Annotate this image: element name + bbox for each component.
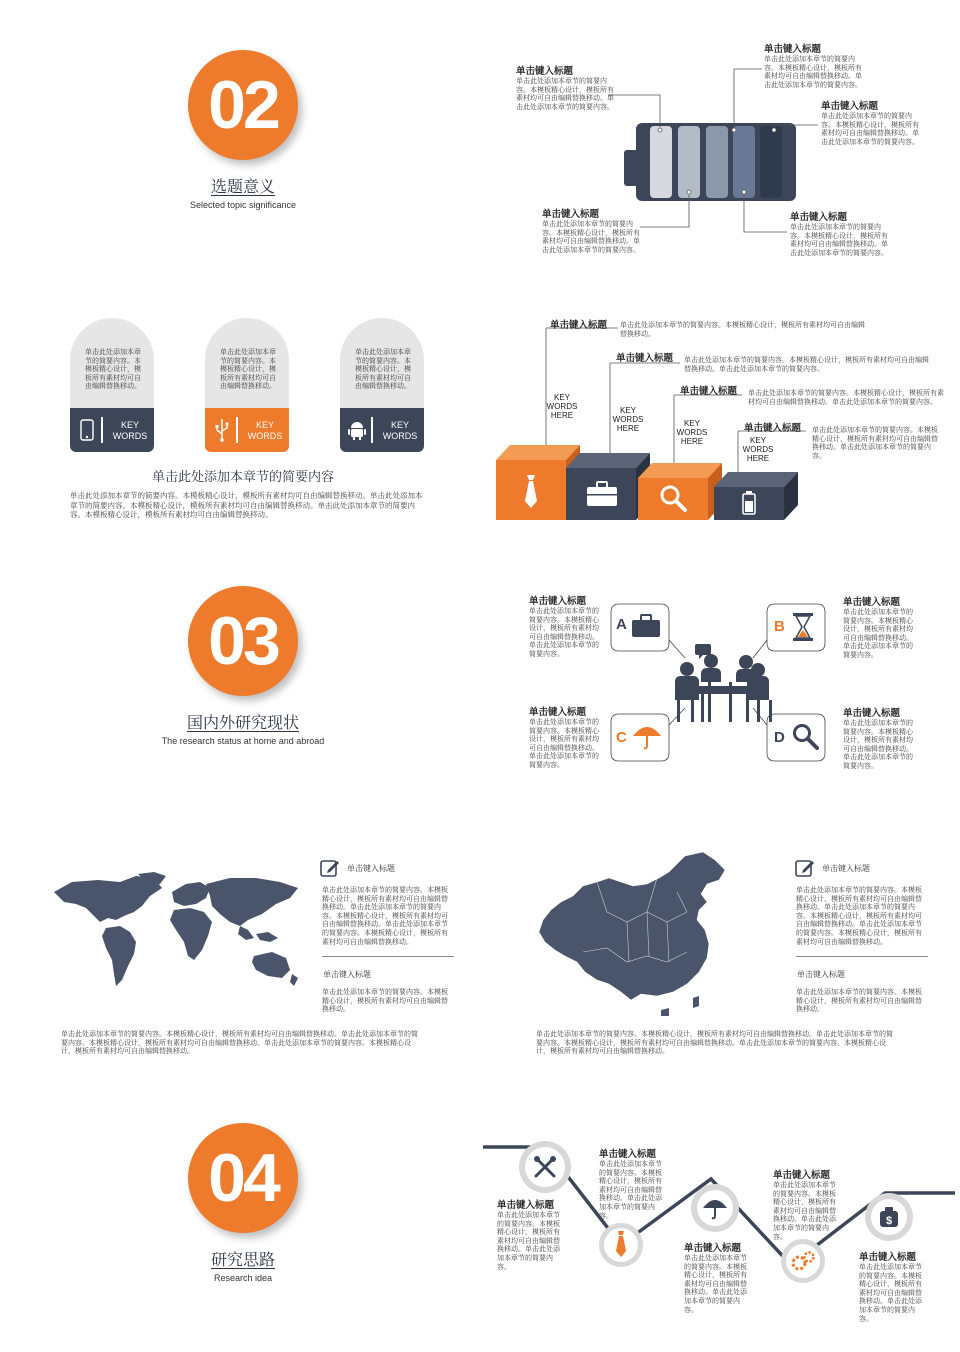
card-keyword: KEY WORDS — [247, 420, 283, 441]
section-subtitle: The research status at home and abroad — [161, 736, 325, 746]
keyword-card — [70, 318, 154, 452]
process-item — [599, 1146, 667, 1220]
slide-heading: 单击此处添加本章节的简要内容 — [151, 470, 334, 485]
section-number-badge: 03 — [188, 586, 298, 696]
callout-title: 单击键入标题 — [764, 44, 822, 55]
callout-2 — [764, 41, 864, 89]
briefcase-icon — [586, 481, 618, 507]
panel-body: 单击此处添加本章节的简要内容。本模板精心设计，模板所有素材均可自由编辑替换移动。 — [796, 988, 922, 1014]
slide-body: 单击此处添加本章节的简要内容。本模板精心设计，模板所有素材均可自由编辑替换移动。单击此处添加本章节的简要内容。本模板精心设计，模板所有素材均可自由编辑替换移动。单击此处添加本章节的简要内容。本模板精心设计，模板所有素材均可自由编辑替换移动。 — [70, 491, 423, 519]
process-slide — [483, 1135, 960, 1335]
callout-body: 单击此处添加本章节的简要内容。本模板精心设计，模板所有素材均可自由编辑替换移动。单击此处添加本章节的简要内容。 — [821, 112, 919, 146]
letter-d: D — [774, 729, 785, 746]
item-body: 单击此处添加本章节的简要内容。本模板精心设计，模板所有素材均可自由编辑替换移动。单击此处添加本章节的简要内容。 — [497, 1211, 560, 1271]
callout-title: 单击键入标题 — [821, 101, 879, 112]
slide-footer: 单击此处添加本章节的简要内容。本模板精心设计，模板所有素材均可自由编辑替换移动。单击此处添加本章节的简要内容。本模板精心设计，模板所有素材均可自由编辑替换移动。单击此处添加本章节的简要内容。本模板精心设计，模板所有素材均可自由编辑替换移动。 — [536, 1030, 893, 1056]
search-icon — [791, 722, 819, 750]
panel-title: 单击键入标题 — [797, 970, 845, 979]
svg-text:$: $ — [885, 1215, 893, 1227]
callout-body: 单击此处添加本章节的简要内容。本模板精心设计，模板所有素材均可自由编辑替换移动。单击此处添加本章节的简要内容。 — [764, 55, 862, 89]
item-body: 单击此处添加本章节的简要内容。本模板精心设计，模板所有素材均可自由编辑替换移动。单击此处添加本章节的简要内容。 — [859, 1263, 922, 1323]
panel-title: 单击键入标题 — [323, 970, 371, 979]
step-title: 单击键入标题 — [616, 353, 674, 364]
umbrella-icon — [702, 1196, 728, 1220]
process-item — [773, 1167, 841, 1241]
card-text: 单击此处添加本章节的简要内容。本模板精心设计，模板所有素材均可自由编辑替换移动。 — [355, 348, 411, 391]
section-subtitle: Research idea — [213, 1273, 273, 1283]
process-item — [684, 1240, 752, 1314]
section-04-header — [150, 1123, 336, 1293]
step-keyword: KEY WORDS HERE — [546, 393, 578, 420]
battery-icon — [742, 491, 756, 515]
item-title: 单击键入标题 — [843, 597, 901, 608]
card-keyword: KEY WORDS — [382, 420, 418, 441]
item-title: 单击键入标题 — [529, 707, 587, 718]
gears-icon — [790, 1248, 816, 1274]
hourglass-icon — [791, 612, 815, 642]
callout-body: 单击此处添加本章节的简要内容。本模板精心设计，模板所有素材均可自由编辑替换移动。单击此处添加本章节的简要内容。 — [542, 220, 640, 254]
section-title: 国内外研究现状 — [186, 713, 299, 732]
card-text: 单击此处添加本章节的简要内容。本模板精心设计，模板所有素材均可自由编辑替换移动。 — [85, 348, 141, 391]
step-body: 单击此处添加本章节的简要内容。本模板精心设计，模板所有素材均可自由编辑替换移动。单击此处添加本章节的简要内容。 — [812, 426, 938, 460]
panel-body: 单击此处添加本章节的简要内容。本模板精心设计，模板所有素材均可自由编辑替换移动。单击此处添加本章节的简要内容。本模板精心设计，模板所有素材均可自由编辑替换移动。单击此处添加本章节的简要内容。本模板精心设计，模板所有素材均可自由编辑替换移动。 — [796, 886, 922, 946]
panel-title: 单击键入标题 — [822, 864, 870, 873]
card-footer — [70, 408, 154, 452]
callout-5 — [790, 209, 890, 257]
step-title: 单击键入标题 — [744, 423, 802, 434]
item-body: 单击此处添加本章节的简要内容。本模板精心设计，模板所有素材均可自由编辑替换移动。单击此处添加本章节的简要内容。 — [529, 607, 599, 658]
world-map-graphic — [50, 870, 305, 1000]
step-body: 单击此处添加本章节的简要内容。本模板精心设计，模板所有素材均可自由编辑替换移动。单击此处添加本章节的简要内容。 — [748, 389, 944, 406]
edit-icon — [795, 858, 815, 878]
panel-body: 单击此处添加本章节的简要内容。本模板精心设计，模板所有素材均可自由编辑替换移动。 — [322, 988, 448, 1014]
callout-title: 单击键入标题 — [542, 209, 600, 220]
section-subtitle: Selected topic significance — [189, 200, 297, 210]
briefcase-icon — [631, 614, 661, 638]
meeting-item — [843, 705, 913, 771]
item-body: 单击此处添加本章节的简要内容。本模板精心设计，模板所有素材均可自由编辑替换移动。单击此处添加本章节的简要内容。 — [773, 1181, 836, 1241]
section-02-header — [150, 50, 336, 220]
item-body: 单击此处添加本章节的简要内容。本模板精心设计，模板所有素材均可自由编辑替换移动。单击此处添加本章节的简要内容。 — [529, 718, 599, 769]
section-number-badge: 04 — [188, 1123, 298, 1233]
item-title: 单击键入标题 — [773, 1170, 831, 1181]
meeting-item — [843, 594, 913, 660]
slide-footer: 单击此处添加本章节的简要内容。本模板精心设计，模板所有素材均可自由编辑替换移动。单击此处添加本章节的简要内容。本模板精心设计，模板所有素材均可自由编辑替换移动。单击此处添加本章节的简要内容。本模板精心设计，模板所有素材均可自由编辑替换移动。 — [61, 1030, 418, 1056]
step-body: 单击此处添加本章节的简要内容。本模板精心设计，模板所有素材均可自由编辑替换移动。 — [620, 321, 865, 338]
step-body: 单击此处添加本章节的简要内容。本模板精心设计，模板所有素材均可自由编辑替换移动。单击此处添加本章节的简要内容。 — [684, 356, 929, 373]
step-keyword: KEY WORDS HERE — [676, 419, 708, 446]
money-bag-icon — [877, 1205, 901, 1229]
tie-icon — [522, 475, 540, 509]
panel-divider — [796, 956, 928, 957]
item-title: 单击键入标题 — [859, 1252, 917, 1263]
tie-icon — [614, 1231, 628, 1257]
card-text: 单击此处添加本章节的简要内容。本模板精心设计，模板所有素材均可自由编辑替换移动。 — [220, 348, 276, 391]
item-title: 单击键入标题 — [843, 708, 901, 719]
item-title: 单击键入标题 — [529, 596, 587, 607]
step-title: 单击键入标题 — [680, 386, 738, 397]
meeting-item — [529, 704, 599, 770]
step-keyword: KEY WORDS HERE — [612, 406, 644, 433]
keyword-cards-slide — [60, 318, 440, 523]
callout-3 — [821, 98, 921, 146]
android-icon — [348, 420, 366, 440]
phone-icon — [80, 419, 94, 441]
section-number-badge: 02 — [188, 50, 298, 160]
umbrella-icon — [631, 722, 663, 750]
keyword-card — [205, 318, 289, 452]
search-icon — [658, 483, 688, 513]
item-body: 单击此处添加本章节的简要内容。本模板精心设计，模板所有素材均可自由编辑替换移动。单击此处添加本章节的简要内容。 — [684, 1254, 747, 1314]
process-item — [859, 1249, 927, 1323]
edit-icon — [320, 858, 340, 878]
step-title: 单击键入标题 — [550, 320, 608, 331]
panel-divider — [322, 956, 454, 957]
process-item — [497, 1197, 565, 1271]
item-title: 单击键入标题 — [599, 1149, 657, 1160]
usb-icon — [214, 418, 230, 442]
keyword-card — [340, 318, 424, 452]
callout-body: 单击此处添加本章节的简要内容。本模板精心设计，模板所有素材均可自由编辑替换移动。单击此处添加本章节的简要内容。 — [790, 223, 888, 257]
item-body: 单击此处添加本章节的简要内容。本模板精心设计，模板所有素材均可自由编辑替换移动。单击此处添加本章节的简要内容。 — [843, 608, 913, 659]
card-keyword: KEY WORDS — [112, 420, 148, 441]
item-title: 单击键入标题 — [684, 1243, 742, 1254]
world-map-slide — [40, 852, 460, 1062]
callout-4 — [542, 206, 642, 254]
callout-1 — [516, 63, 616, 111]
tools-icon — [533, 1155, 557, 1179]
callout-body: 单击此处添加本章节的简要内容。本模板精心设计，模板所有素材均可自由编辑替换移动。单击此处添加本章节的简要内容。 — [516, 77, 614, 111]
china-map-graphic — [537, 852, 752, 1017]
item-body: 单击此处添加本章节的简要内容。本模板精心设计，模板所有素材均可自由编辑替换移动。单击此处添加本章节的简要内容。 — [599, 1160, 662, 1220]
step-keyword: KEY WORDS HERE — [742, 436, 774, 463]
panel-title: 单击键入标题 — [347, 864, 395, 873]
china-map-slide — [515, 852, 935, 1062]
meeting-item — [529, 593, 599, 659]
staircase-slide — [490, 315, 960, 525]
letter-c: C — [616, 729, 627, 746]
item-title: 单击键入标题 — [497, 1200, 555, 1211]
staircase-graphic — [490, 315, 960, 525]
card-footer — [340, 408, 424, 452]
callout-title: 单击键入标题 — [516, 66, 574, 77]
section-03-header — [150, 586, 336, 756]
battery-bars-slide — [490, 30, 960, 270]
callout-title: 单击键入标题 — [790, 212, 848, 223]
letter-a: A — [616, 616, 627, 633]
section-title: 研究思路 — [210, 1250, 275, 1269]
card-footer — [205, 408, 289, 452]
section-title: 选题意义 — [210, 177, 275, 196]
meeting-slide — [525, 590, 935, 790]
letter-b: B — [774, 618, 785, 635]
item-body: 单击此处添加本章节的简要内容。本模板精心设计，模板所有素材均可自由编辑替换移动。单击此处添加本章节的简要内容。 — [843, 719, 913, 770]
panel-body: 单击此处添加本章节的简要内容。本模板精心设计，模板所有素材均可自由编辑替换移动。单击此处添加本章节的简要内容。本模板精心设计，模板所有素材均可自由编辑替换移动。单击此处添加本章节的简要内容。本模板精心设计，模板所有素材均可自由编辑替换移动。 — [322, 886, 448, 946]
